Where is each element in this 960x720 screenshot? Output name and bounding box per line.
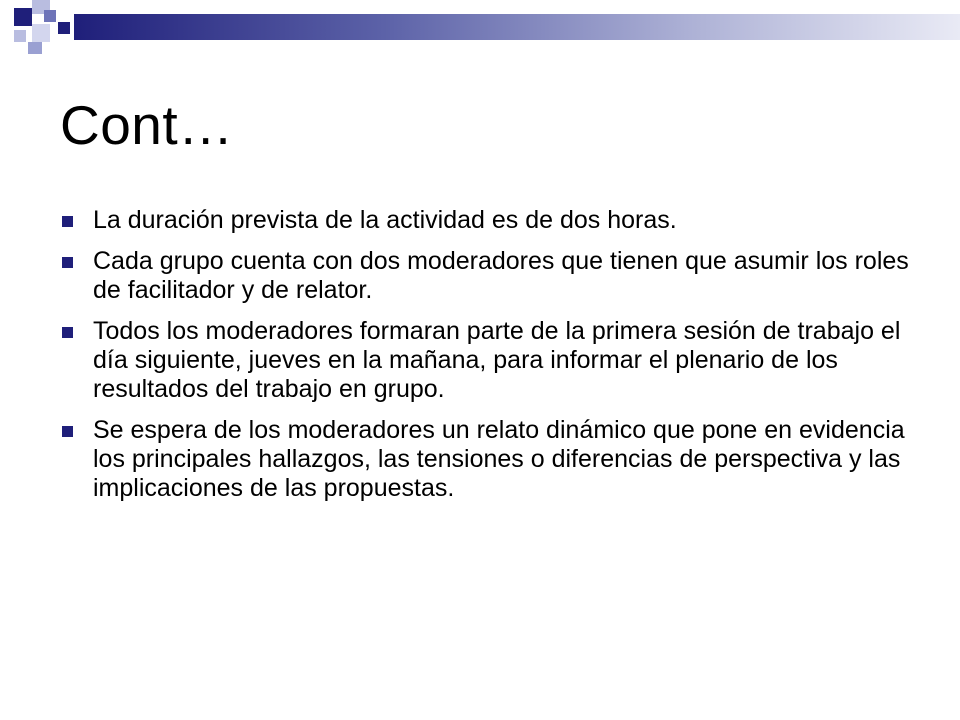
slide-title: Cont… bbox=[60, 94, 234, 156]
bullet-square-icon bbox=[62, 216, 73, 227]
bullet-square-icon bbox=[62, 426, 73, 437]
decorative-square bbox=[58, 22, 70, 34]
bullet-item bbox=[60, 206, 920, 235]
bullet-text: La duración prevista de la actividad es de dos horas. bbox=[93, 206, 677, 234]
decorative-square bbox=[28, 42, 42, 54]
bullet-text: Cada grupo cuenta con dos moderadores que tienen que asumir los roles de facilitador y de relator. bbox=[93, 247, 909, 304]
bullet-item bbox=[60, 317, 920, 404]
decorative-square bbox=[14, 8, 32, 26]
bullet-square-icon bbox=[62, 327, 73, 338]
bullet-square-icon bbox=[62, 257, 73, 268]
decorative-square bbox=[32, 24, 50, 42]
bullet-text: Todos los moderadores formaran parte de la primera sesión de trabajo el día siguiente, jueves en la mañana, para informar el plenario de los resultados del trabajo en grupo. bbox=[93, 317, 901, 403]
header-gradient-bar bbox=[74, 14, 960, 40]
decorative-square bbox=[14, 30, 26, 42]
bullet-item bbox=[60, 247, 920, 305]
bullet-item bbox=[60, 416, 920, 503]
bullet-text: Se espera de los moderadores un relato dinámico que pone en evidencia los principales hallazgos, las tensiones o diferencias de perspectiva y las implicaciones de las propuestas. bbox=[93, 416, 905, 502]
bullet-list bbox=[60, 206, 920, 515]
decorative-square bbox=[44, 10, 56, 22]
